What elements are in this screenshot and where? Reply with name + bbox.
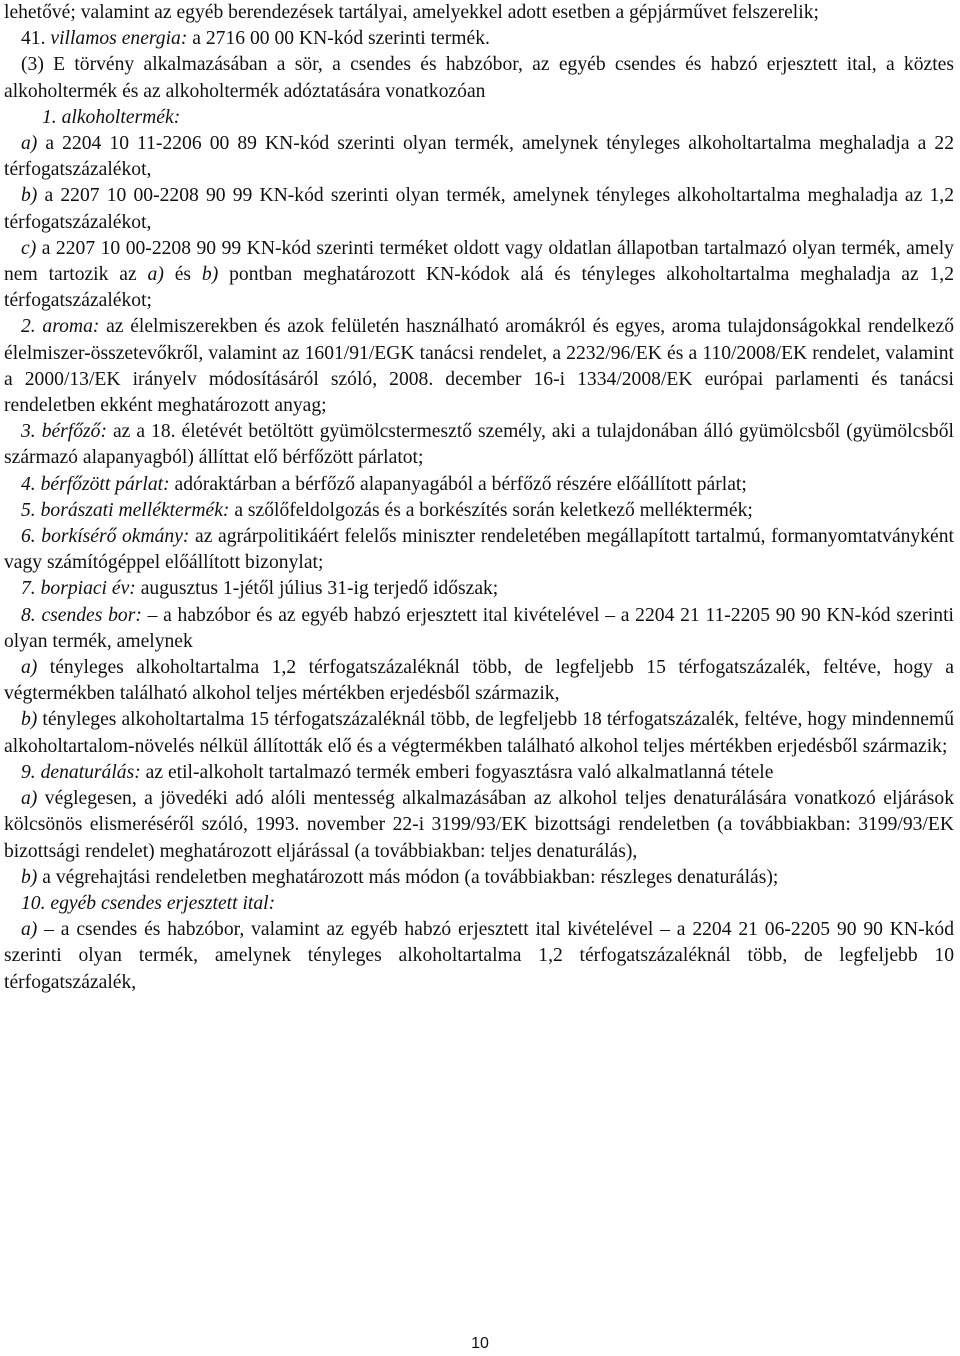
section-3-intro <box>4 52 954 104</box>
item-number: 5. <box>21 499 36 521</box>
defined-term: borkísérő okmány: <box>41 526 190 548</box>
defined-term: denaturálás: <box>40 761 141 783</box>
item-number: 10. <box>21 892 46 914</box>
item-number: 3. <box>21 421 36 443</box>
subpoint-text: a 2204 10 11-2206 00 89 KN-kód szerinti olyan termék, amelynek tényleges alkoholtartalma meghaladja a 22 térfogatszázalékot, <box>4 133 954 181</box>
subpoint-letter: a) <box>21 657 38 679</box>
defined-term: bérfőző: <box>41 421 107 443</box>
item-number: 1. <box>42 106 57 128</box>
defined-term: bérfőzött párlat: <box>40 473 170 495</box>
definition-text: az agrárpolitikáért felelős miniszter rendeletében megállapított tartalmú, formanyomtatványként vagy számítógéppel előállított bizonylat; <box>4 526 954 574</box>
subpoint-1a <box>4 131 954 183</box>
defined-term: alkoholtermék: <box>61 106 181 128</box>
subpoint-text: a 2207 10 00-2208 90 99 KN-kód szerinti terméket oldott vagy oldatlan állapotban tartalmazó olyan termék, amely nem tartozik az <box>4 237 954 286</box>
subpoint-text: pontban meghatározott KN-kódok alá és tényleges alkoholtartalma meghaladja az 1,2 térfogatszázalékot; <box>4 264 955 312</box>
item-number: 7. <box>21 578 36 600</box>
paragraph-text: lehetővé; valamint az egyéb berendezések tartályai, amelyekkel adott esetben a gépjárművet felszerelik; <box>4 2 819 23</box>
definition-text: az etil-alkoholt tartalmazó termék emberi fogyasztásra való alkalmatlanná tétele <box>145 761 774 783</box>
subpoint-letter: b) <box>21 185 38 207</box>
subpoint-letter: b) <box>21 866 38 888</box>
definition-text: augusztus 1-jétől július 31-ig terjedő időszak; <box>140 578 499 600</box>
definition-5 <box>4 498 954 524</box>
subpoint-10a <box>4 917 954 996</box>
definition-text: az élelmiszerekben és azok felületén használható aromákról és egyes, aroma tulajdonságokkal rendelkező élelmiszer-összetevőkről, valamint az 1601/91/EGK tanácsi rendelet, a 2232/96/EK és a 110/2008/EK rendelet, valamint a 2000/13/EK irányelv módosításáról szóló, 2008. december 16-i 1334/2008/EK európai parlamenti és tanácsi rendeletben ekként meghatározott anyag; <box>4 316 954 417</box>
defined-term: villamos energia: <box>50 28 188 50</box>
definition-text: az a 18. életévét betöltött gyümölcstermesztő személy, aki a tulajdonában álló gyümölcsből (gyümölcsből származó alapanyagból) állíttat elő bérfőzött párlatot; <box>4 421 954 469</box>
subpoint-text: tényleges alkoholtartalma 1,2 térfogatszázaléknál több, de legfeljebb 15 térfogatszázalék, feltéve, hogy a végtermékben található alkohol teljes mértékben erjedésből származik, <box>4 657 954 705</box>
definition-9 <box>4 760 954 786</box>
paragraph-text: (3) E törvény alkalmazásában a sör, a csendes és habzóbor, az egyéb csendes és habzó erjesztett ital, a köztes alkoholtermék és az alkoholtermék adóztatására vonatkozóan <box>4 54 954 102</box>
subpoint-letter: b) <box>21 709 38 731</box>
subpoint-text: tényleges alkoholtartalma 15 térfogatszázaléknál több, de legfeljebb 18 térfogatszázalék, feltéve, hogy mindennemű alkoholtartalom-növelés nélkül állították elő és a végtermékben található alkohol teljes mértékben erjedésből származik; <box>4 709 954 757</box>
definition-6 <box>4 524 954 576</box>
subpoint-9b <box>4 865 954 891</box>
subpoint-text: véglegesen, a jövedéki adó alóli mentesség alkalmazásában az alkohol teljes denaturálására vonatkozó eljárások kölcsönös elismeréséről szóló, 1993. november 22-i 3199/93/EK bizottsági rendeletben (a továbbiakban: 3199/93/EK bizottsági rendelet) meghatározott eljárással (a továbbiakban: teljes denaturálás), <box>4 788 954 862</box>
defined-term: borászati melléktermék: <box>40 499 230 521</box>
item-number: 2. <box>21 316 36 338</box>
item-number: 4. <box>21 473 36 495</box>
document-page <box>4 0 954 996</box>
subpoint-text: és <box>174 264 192 286</box>
cross-reference: a) <box>147 264 164 286</box>
subpoint-text: – a csendes és habzóbor, valamint az egyéb habzó erjesztett ital kivételével – a 2204 21 06-2205 90 90 KN-kód szerinti olyan termék, amelynek tényleges alkoholtartalma 1,2 térfogatszázaléknál több, de legfeljebb 10 térfogatszázalék, <box>4 919 954 993</box>
cross-reference: b) <box>201 264 219 286</box>
definition-text: a 2716 00 00 KN-kód szerinti termék. <box>192 28 490 50</box>
subpoint-1c <box>4 236 954 315</box>
subpoint-letter: a) <box>21 788 38 810</box>
item-number: 6. <box>21 526 36 548</box>
definition-8 <box>4 603 954 655</box>
subpoint-text: a 2207 10 00-2208 90 99 KN-kód szerinti olyan termék, amelynek tényleges alkoholtartalma meghaladja az 1,2 térfogatszázalékot, <box>4 185 954 233</box>
definition-text: – a habzóbor és az egyéb habzó erjesztett ital kivételével – a 2204 21 11-2205 90 90 KN-kód szerinti olyan termék, amelynek <box>4 604 954 652</box>
definition-2 <box>4 314 954 419</box>
definition-3 <box>4 419 954 471</box>
definition-41 <box>4 26 954 52</box>
defined-term: csendes bor: <box>41 604 142 626</box>
paragraph-continuation <box>4 0 954 26</box>
definition-7 <box>4 576 954 602</box>
subpoint-letter: a) <box>21 133 38 155</box>
definition-text: adóraktárban a bérfőző alapanyagából a bérfőző részére előállított párlat; <box>174 473 747 495</box>
definition-1 <box>4 105 954 131</box>
subpoint-9a <box>4 786 954 865</box>
definition-text: a szőlőfeldolgozás és a borkészítés során keletkező melléktermék; <box>234 499 753 521</box>
subpoint-text: a végrehajtási rendeletben meghatározott más módon (a továbbiakban: részleges denaturálás); <box>42 866 779 888</box>
subpoint-letter: c) <box>21 237 37 259</box>
item-number: 41. <box>21 28 46 50</box>
definition-4 <box>4 472 954 498</box>
defined-term: aroma: <box>42 316 100 338</box>
defined-term: egyéb csendes erjesztett ital: <box>50 892 276 914</box>
defined-term: borpiaci év: <box>40 578 136 600</box>
subpoint-8b <box>4 707 954 759</box>
item-number: 9. <box>21 761 36 783</box>
subpoint-8a <box>4 655 954 707</box>
subpoint-1b <box>4 183 954 235</box>
item-number: 8. <box>21 604 36 626</box>
subpoint-letter: a) <box>21 919 38 941</box>
page-number: 10 <box>471 1335 489 1352</box>
definition-10 <box>4 891 954 917</box>
